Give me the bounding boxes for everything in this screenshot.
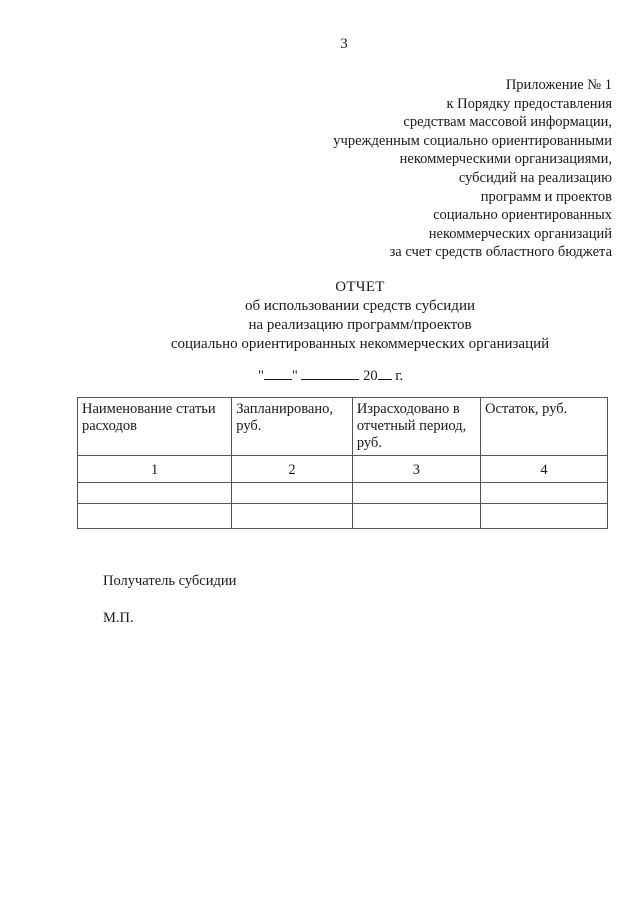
- table-cell: [480, 504, 607, 529]
- table-column-number-row: [78, 456, 608, 483]
- table-cell: [78, 483, 232, 504]
- table-column-number: 3: [352, 456, 480, 483]
- date-year-blank: [378, 366, 392, 380]
- table-cell: [232, 504, 353, 529]
- table-cell: [78, 504, 232, 529]
- date-month-blank: [301, 366, 359, 380]
- table-column-number: 1: [78, 456, 232, 483]
- table-header-cell: Израсходовано в отчетный период, руб.: [352, 398, 480, 456]
- report-subtitle-line: на реализацию программ/проектов: [248, 317, 472, 333]
- date-quote-close: ": [291, 368, 298, 384]
- appendix-line: программ и проектов: [480, 188, 612, 205]
- appendix-block: [292, 76, 612, 262]
- stamp-label: М.П.: [103, 610, 134, 626]
- date-quote-open: ": [258, 368, 264, 384]
- appendix-line: некоммерческих организаций: [428, 225, 612, 242]
- date-year-prefix: 20: [363, 368, 378, 384]
- table-header-cell: Наименование статьи расходов: [78, 398, 232, 456]
- appendix-line: некоммерческими организациями,: [399, 151, 612, 168]
- date-day-blank: [264, 366, 292, 380]
- table-cell: [352, 483, 480, 504]
- table-header-row: [78, 398, 608, 456]
- report-heading: [120, 278, 600, 354]
- table-cell: [232, 483, 353, 504]
- appendix-line: средствам массовой информации,: [403, 114, 612, 131]
- appendix-line: за счет средств областного бюджета: [389, 244, 612, 261]
- table-cell: [352, 504, 480, 529]
- report-table: [77, 397, 608, 529]
- report-date-line: [258, 366, 403, 385]
- report-subtitle-line: социально ориентированных некоммерческих организаций: [170, 336, 550, 352]
- table-header-cell: Остаток, руб.: [480, 398, 607, 456]
- table-column-number: 2: [232, 456, 353, 483]
- table-row: [78, 483, 608, 504]
- appendix-line: субсидий на реализацию: [458, 169, 612, 186]
- report-title: ОТЧЕТ: [335, 279, 385, 295]
- date-year-suffix: г.: [395, 368, 404, 384]
- appendix-line: к Порядку предоставления: [446, 95, 612, 112]
- appendix-line: учрежденным социально ориентированными: [333, 132, 612, 149]
- recipient-label: Получатель субсидии: [103, 573, 237, 589]
- report-subtitle-line: об использовании средств субсидии: [245, 298, 475, 314]
- appendix-line: Приложение № 1: [505, 77, 612, 93]
- table-row: [78, 504, 608, 529]
- table-cell: [480, 483, 607, 504]
- appendix-line: социально ориентированных: [433, 207, 612, 224]
- page-number: 3: [340, 36, 348, 52]
- table-header-cell: Запланировано, руб.: [232, 398, 353, 456]
- table-column-number: 4: [480, 456, 607, 483]
